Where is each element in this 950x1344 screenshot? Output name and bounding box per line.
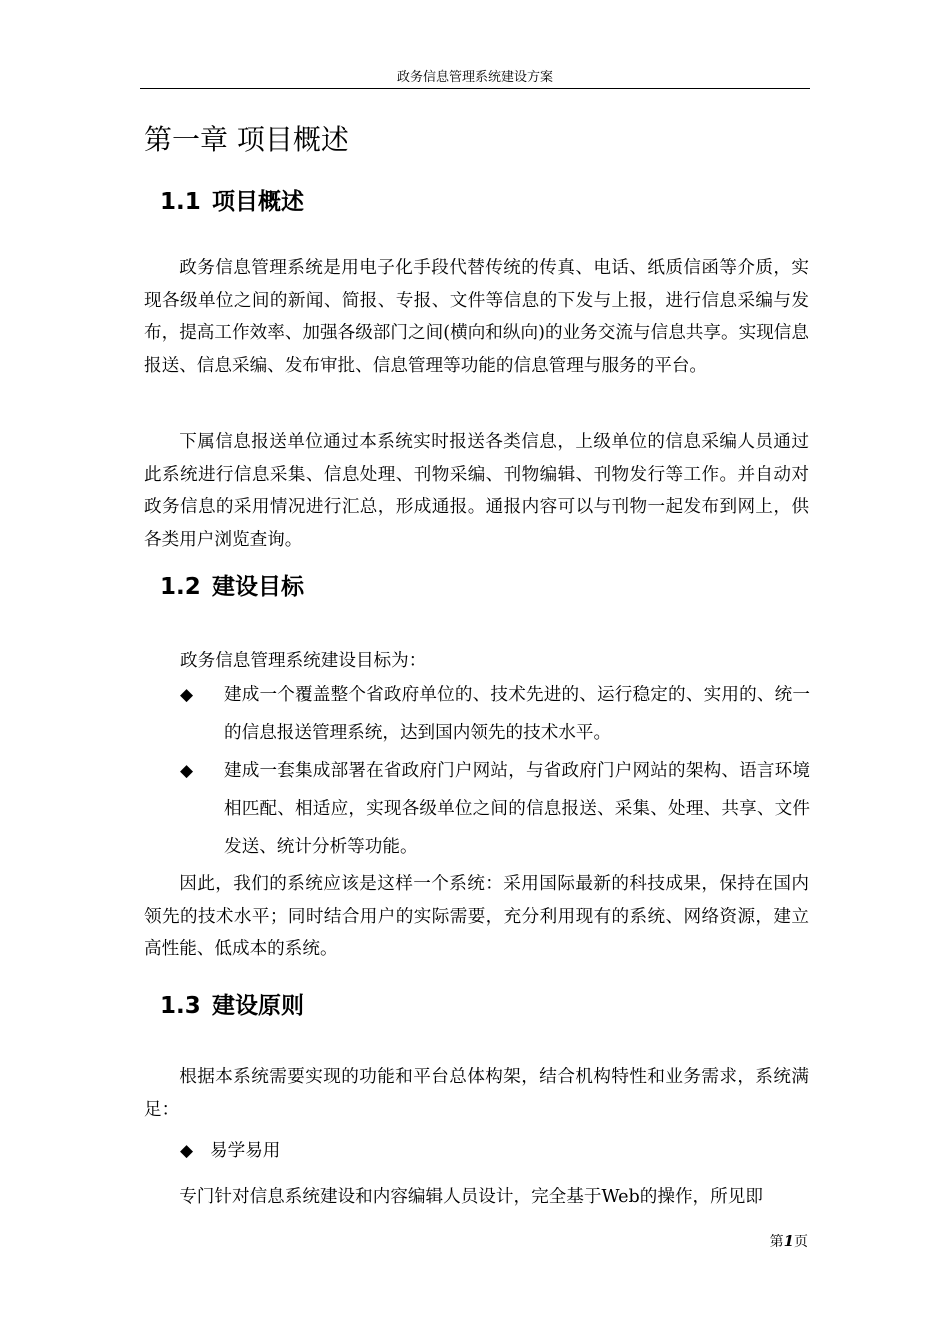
page-number: 1 <box>783 1232 794 1250</box>
principle-bullet-text: 易学易用 <box>210 1141 281 1161</box>
section-number: 1.2 <box>160 574 201 600</box>
body-paragraph: 根据本系统需要实现的功能和平台总体构架，结合机构特性和业务需求，系统满足： <box>144 1067 809 1120</box>
footer-suffix: 页 <box>794 1234 808 1250</box>
diamond-bullet-icon: ◆ <box>180 685 194 705</box>
section-title: 项目概述 <box>212 189 304 215</box>
goal-bullet-item <box>180 752 810 866</box>
body-paragraph: 下属信息报送单位通过本系统实时报送各类信息，上级单位的信息采编人员通过此系统进行信息采集、信息处理、刊物采编、刊物编辑、刊物发行等工作。并自动对政务信息的采用情况进行汇总，形成通报。通报内容可以与刊物一起发布到网上，供各类用户浏览查询。 <box>144 432 809 550</box>
running-header: 政务信息管理系统建设方案 <box>396 70 553 85</box>
header-divider <box>140 88 810 89</box>
goal-bullet-text: 建成一套集成部署在省政府门户网站，与省政府门户网站的架构、语言环境相匹配、相适应，实现各级单位之间的信息报送、采集、处理、共享、文件发送、统计分析等功能。 <box>224 761 810 857</box>
chapter-title: 第一章 项目概述 <box>144 123 349 156</box>
diamond-bullet-icon: ◆ <box>180 761 194 781</box>
goal-bullet-text: 建成一个覆盖整个省政府单位的、技术先进的、运行稳定的、实用的、统一的信息报送管理系统，达到国内领先的技术水平。 <box>224 685 810 743</box>
body-paragraph: 专门针对信息系统建设和内容编辑人员设计，完全基于Web的操作，所见即 <box>179 1187 763 1207</box>
footer-prefix: 第 <box>769 1234 784 1250</box>
principle-bullet-item <box>180 1135 280 1167</box>
section-title: 建设目标 <box>212 574 304 600</box>
body-paragraph: 因此，我们的系统应该是这样一个系统：采用国际最新的科技成果，保持在国内领先的技术水平；同时结合用户的实际需要，充分利用现有的系统、网络资源，建立高性能、低成本的系统。 <box>144 874 809 960</box>
section-heading-1-2 <box>160 571 304 603</box>
section-heading-1-1 <box>160 186 304 218</box>
goal-bullet-item <box>180 676 810 752</box>
page-footer <box>700 1232 808 1251</box>
diamond-bullet-icon: ◆ <box>180 1141 194 1161</box>
section-number: 1.1 <box>160 189 201 215</box>
section-title: 建设原则 <box>212 993 304 1019</box>
section-number: 1.3 <box>160 993 201 1019</box>
goals-intro: 政务信息管理系统建设目标为： <box>180 651 427 671</box>
body-paragraph: 政务信息管理系统是用电子化手段代替传统的传真、电话、纸质信函等介质，实现各级单位之间的新闻、简报、专报、文件等信息的下发与上报，进行信息采编与发布，提高工作效率、加强各级部门之间(横向和纵向)的业务交流与信息共享。实现信息报送、信息采编、发布审批、信息管理等功能的信息管理与服务的平台。 <box>144 258 809 376</box>
section-heading-1-3 <box>160 990 304 1022</box>
